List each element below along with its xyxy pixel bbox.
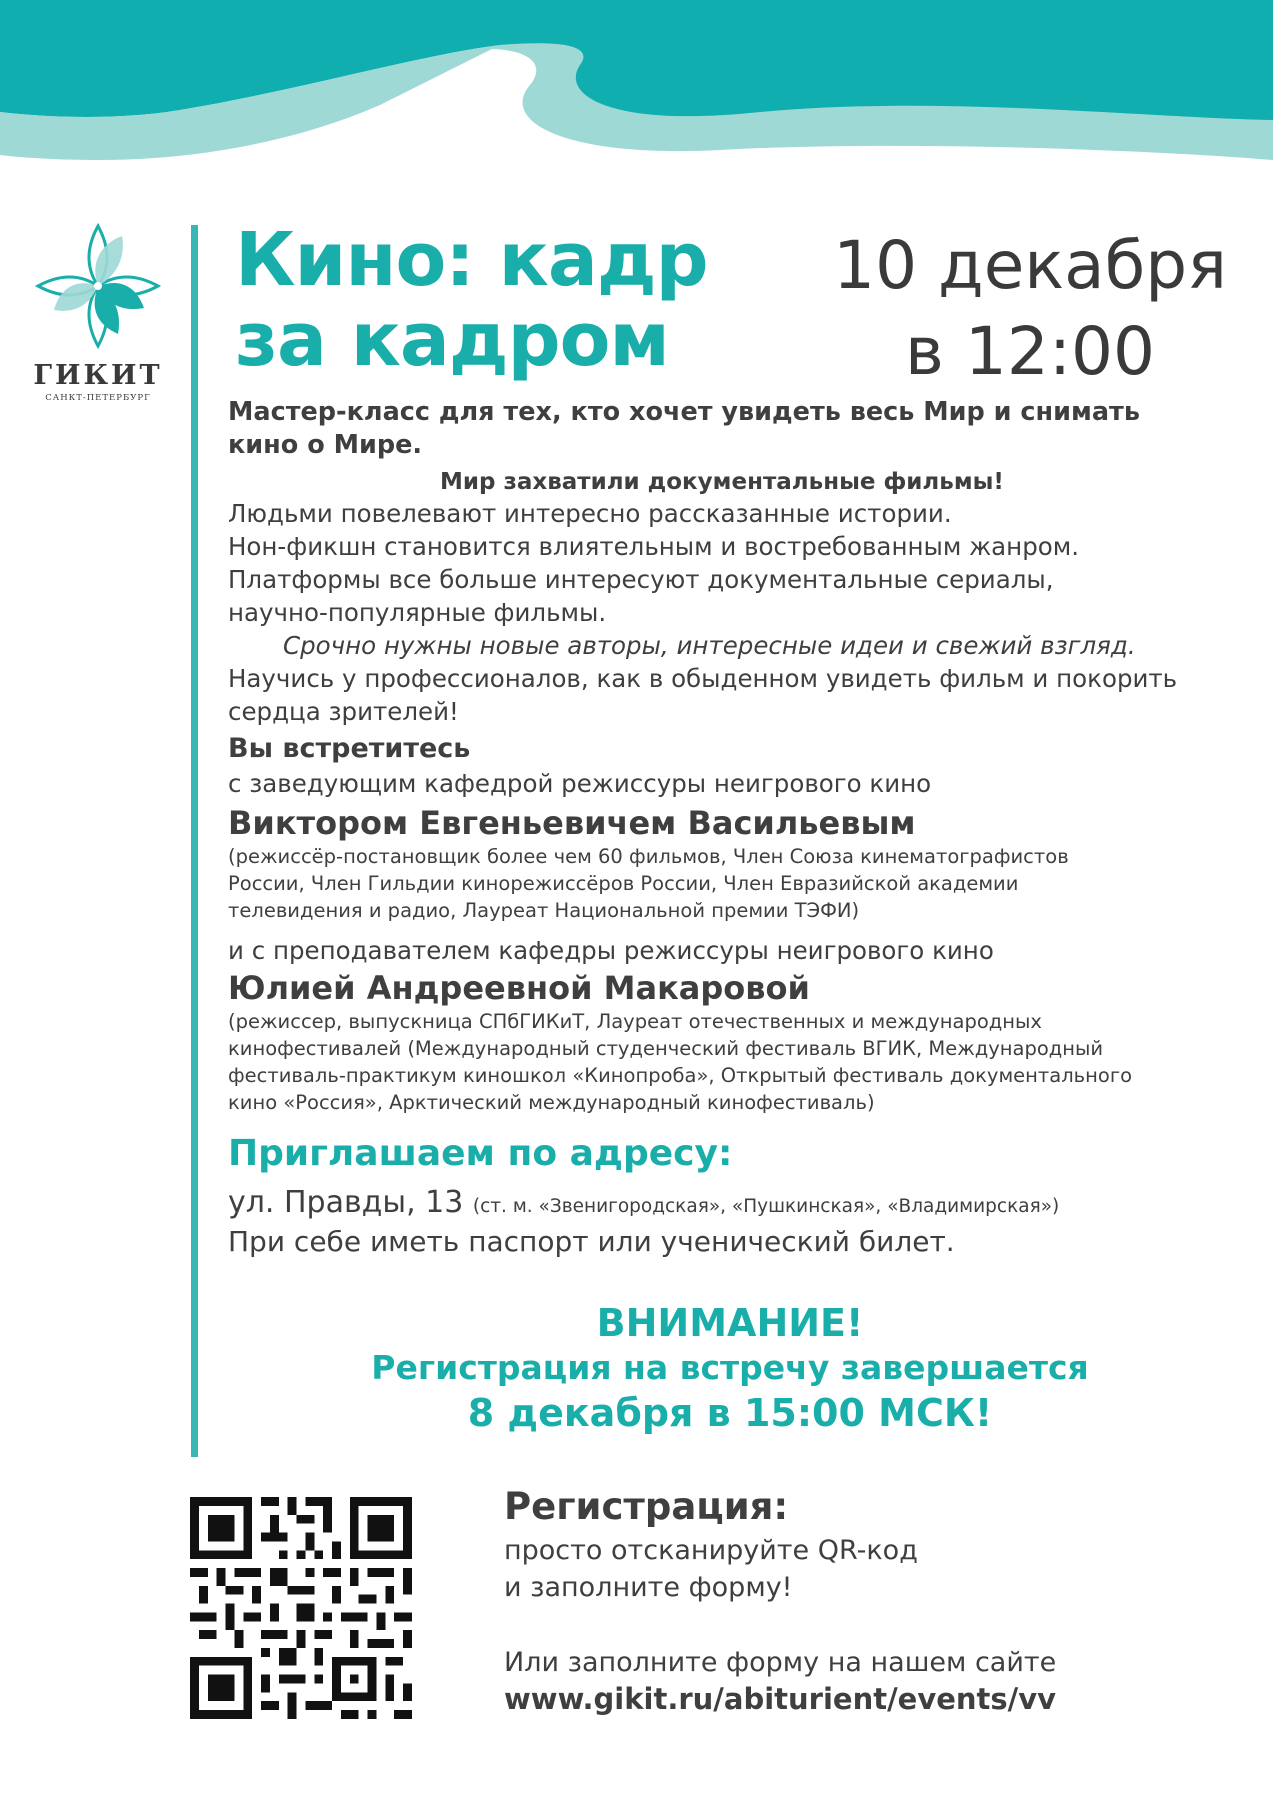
intro-body: [228, 497, 1177, 728]
event-title-line-1: Кино: кадр: [235, 217, 708, 303]
event-title-line-2: за кадром: [235, 297, 669, 383]
address-heading: Приглашаем по адресу:: [228, 1133, 733, 1174]
speaker-1-role: с заведующим кафедрой режиссуры неигрового кино: [228, 769, 932, 798]
speaker-bio-line: фестиваль-практикум киношкол «Кинопроба», Открытый фестиваль документального: [228, 1064, 1133, 1087]
intro-line: Платформы все больше интересуют документальные сериалы,: [228, 565, 1054, 594]
header-wave-decoration: [0, 0, 1273, 190]
speaker-bio-line: кино «Россия», Арктический международный кинофестиваль): [228, 1091, 875, 1114]
speaker-2-bio: [228, 1008, 1132, 1116]
intro-lead-line-1: Мастер-класс для тех, кто хочет увидеть весь Мир и снимать: [228, 397, 1140, 427]
speaker-1-name: Виктором Евгеньевичем Васильевым: [228, 804, 916, 842]
speaker-bio-line: телевидения и радио, Лауреат Национальной премии ТЭФИ): [228, 899, 860, 922]
gikit-logo: [28, 218, 168, 403]
attention-block: [270, 1300, 1190, 1436]
registration-heading: Регистрация:: [504, 1485, 789, 1528]
address-street: ул. Правды, 13: [228, 1185, 464, 1220]
intro-line: научно-популярные фильмы.: [228, 598, 607, 627]
attention-heading: ВНИМАНИЕ!: [596, 1301, 864, 1345]
attention-line-1: Регистрация на встречу завершается: [371, 1348, 1089, 1387]
speaker-bio-line: (режиссер, выпускница СПбГИКиТ, Лауреат отечественных и международных: [228, 1010, 1042, 1033]
registration-line-1: просто отсканируйте QR-код: [504, 1535, 918, 1566]
event-title: [235, 217, 708, 383]
speakers-heading: Вы встретитесь: [228, 733, 471, 764]
speaker-bio-line: кинофестивалей (Международный студенческий фестиваль ВГИК, Международный: [228, 1037, 1104, 1060]
gikit-flower-logo-icon: [30, 218, 166, 354]
intro-lead-line-2: кино о Мире.: [228, 430, 423, 460]
intro-headline: Мир захватили документальные фильмы!: [440, 469, 1004, 495]
event-date-line-1: 10 декабря: [833, 227, 1227, 304]
intro-italic: Срочно нужны новые авторы, интересные идеи и свежий взгляд.: [283, 631, 1136, 660]
speaker-bio-line: России, Член Гильдии кинорежиссёров России, Член Евразийской академии: [228, 872, 1019, 895]
registration-line-2: и заполните форму!: [504, 1572, 793, 1603]
address-metro: (ст. м. «Звенигородская», «Пушкинская», «Владимирская»): [472, 1196, 1060, 1217]
event-date-line-2: в 12:00: [904, 313, 1156, 390]
logo-name: ГИКИТ: [33, 360, 163, 391]
registration-alt-text: Или заполните форму на нашем сайте: [504, 1647, 1057, 1678]
speaker-bio-line: (режиссёр-постановщик более чем 60 фильмов, Член Союза кинематографистов: [228, 845, 1069, 868]
accent-vertical-line: [191, 225, 198, 1457]
registration-url-link[interactable]: www.gikit.ru/abiturient/events/vv: [504, 1682, 1057, 1716]
logo-city: САНКТ-ПЕТЕРБУРГ: [45, 393, 151, 403]
intro-call-line-2: сердца зрителей!: [228, 697, 459, 726]
intro-line: Людьми повелевают интересно рассказанные истории.: [228, 499, 952, 528]
intro-line: Нон-фикшн становится влиятельным и востребованным жанром.: [228, 532, 1080, 561]
speaker-1-bio: [228, 843, 1069, 924]
registration-instructions: [504, 1532, 918, 1606]
speaker-2-role: и с преподавателем кафедры режиссуры неигрового кино: [228, 936, 994, 965]
qr-code-icon[interactable]: [190, 1497, 412, 1719]
address-note: При себе иметь паспорт или ученический билет.: [228, 1225, 955, 1258]
intro-call-line-1: Научись у профессионалов, как в обыденном увидеть фильм и покорить: [228, 664, 1178, 693]
attention-line-2: 8 декабря в 15:00 МСК!: [467, 1391, 993, 1435]
intro-lead: [228, 396, 1140, 462]
event-date: [820, 223, 1240, 395]
address-line: [228, 1185, 1059, 1225]
speaker-2-name: Юлией Андреевной Макаровой: [228, 969, 810, 1007]
